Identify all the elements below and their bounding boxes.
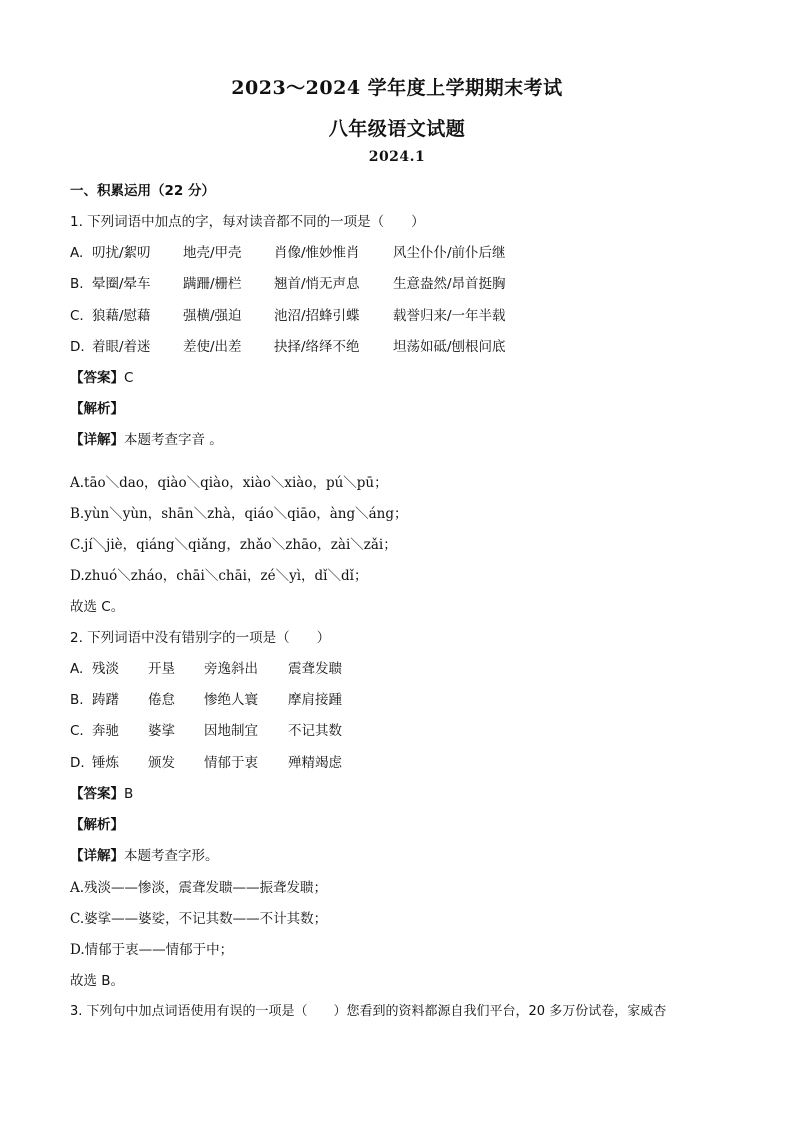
option-item: 锤炼	[92, 755, 119, 771]
q2-line-a: A.残淡——惨淡，震聋发聩——振聋发聩；	[70, 880, 328, 896]
option-item: 翘首/悄无声息	[274, 276, 360, 292]
q1-detail	[70, 431, 223, 449]
option-item: 不记其数	[288, 723, 342, 739]
q1-line-a: A.tāo＼dao，qiào＼qiào，xiào＼xiào，pú＼pū；	[70, 475, 388, 491]
option-item: 风尘仆仆/前仆后继	[393, 245, 506, 261]
option-letter: B.	[70, 692, 84, 708]
option-item: 殚精竭虑	[288, 755, 342, 771]
option-item: 生意盎然/昂首挺胸	[393, 276, 506, 292]
answer-value: B	[124, 786, 134, 802]
option-item: 倦怠	[148, 692, 175, 708]
question-3-stem: 3. 下列句中加点词语使用有误的一项是（ ）您看到的资料都源自我们平台，20 多万份试卷，家威杏	[70, 1004, 667, 1019]
option-letter: A.	[70, 245, 84, 261]
option-item: 因地制宜	[204, 723, 258, 739]
option-letter: C.	[70, 308, 84, 324]
option-item: 池沼/招蜂引蝶	[274, 308, 360, 324]
option-item: 开垦	[148, 661, 175, 677]
exam-subtitle: 八年级语文试题	[328, 118, 466, 140]
section-heading: 一、积累运用（22 分）	[70, 183, 215, 199]
detail-label: 【详解】	[70, 848, 124, 864]
option-item: 差使/出差	[183, 339, 242, 355]
exam-date: 2024.1	[368, 149, 426, 165]
answer-label: 【答案】	[70, 786, 124, 802]
q2-analysis-label: 【解析】	[70, 817, 124, 833]
option-item: 蹒跚/栅栏	[183, 276, 242, 292]
option-item: 载誉归来/一年半载	[393, 308, 506, 324]
question-1-stem: 1. 下列词语中加点的字，每对读音都不同的一项是（ ）	[70, 214, 425, 230]
detail-text: 本题考查字形。	[124, 848, 219, 864]
option-item: 强横/强迫	[183, 308, 242, 324]
q1-line-d: D.zhuó＼zháo，chāi＼chāi，zé＼yì，dǐ＼dǐ；	[70, 568, 368, 584]
option-item: 晕圈/晕车	[92, 276, 151, 292]
option-item: 着眼/着迷	[92, 339, 151, 355]
q1-line-b: B.yùn＼yùn，shān＼zhà，qiáo＼qiāo，àng＼áng；	[70, 506, 408, 522]
option-letter: A.	[70, 661, 84, 677]
option-letter: D.	[70, 339, 85, 355]
q1-line-c: C.jí＼jiè，qiáng＼qiǎng，zhǎo＼zhāo，zài＼zǎi；	[70, 537, 397, 553]
option-item: 惨绝人寰	[204, 692, 258, 708]
exam-title: 2023～2024 学年度上学期期末考试	[231, 77, 563, 99]
option-item: 坦荡如砥/刨根问底	[393, 339, 506, 355]
q2-detail	[70, 847, 219, 865]
answer-label: 【答案】	[70, 370, 124, 386]
option-item: 残淡	[92, 661, 119, 677]
q2-answer	[70, 785, 133, 803]
option-item: 抉择/络绎不绝	[274, 339, 360, 355]
option-letter: B.	[70, 276, 84, 292]
option-item: 地壳/甲壳	[183, 245, 242, 261]
option-item: 婆挲	[148, 723, 175, 739]
option-item: 肖像/惟妙惟肖	[274, 245, 360, 261]
option-letter: C.	[70, 723, 84, 739]
q2-conclusion: 故选 B。	[70, 973, 125, 989]
q1-analysis-label: 【解析】	[70, 401, 124, 417]
option-item: 踌躇	[92, 692, 119, 708]
option-item: 狼藉/慰藉	[92, 308, 151, 324]
option-item: 摩肩接踵	[288, 692, 342, 708]
q2-line-c: C.婆挲——婆娑，不记其数——不计其数；	[70, 911, 328, 927]
q1-answer	[70, 369, 133, 387]
option-item: 叨扰/絮叨	[92, 245, 151, 261]
detail-text: 本题考查字音 。	[124, 432, 223, 448]
q2-line-d: D.情郁于衷——情郁于中；	[70, 942, 234, 958]
option-item: 奔驰	[92, 723, 119, 739]
option-item: 震聋发聩	[288, 661, 342, 677]
q1-conclusion: 故选 C。	[70, 599, 125, 615]
answer-value: C	[124, 370, 134, 386]
option-item: 颁发	[148, 755, 175, 771]
detail-label: 【详解】	[70, 432, 124, 448]
option-item: 情郁于衷	[204, 755, 258, 771]
question-2-stem: 2. 下列词语中没有错别字的一项是（ ）	[70, 630, 331, 646]
option-item: 旁逸斜出	[204, 661, 258, 677]
option-letter: D.	[70, 755, 85, 771]
